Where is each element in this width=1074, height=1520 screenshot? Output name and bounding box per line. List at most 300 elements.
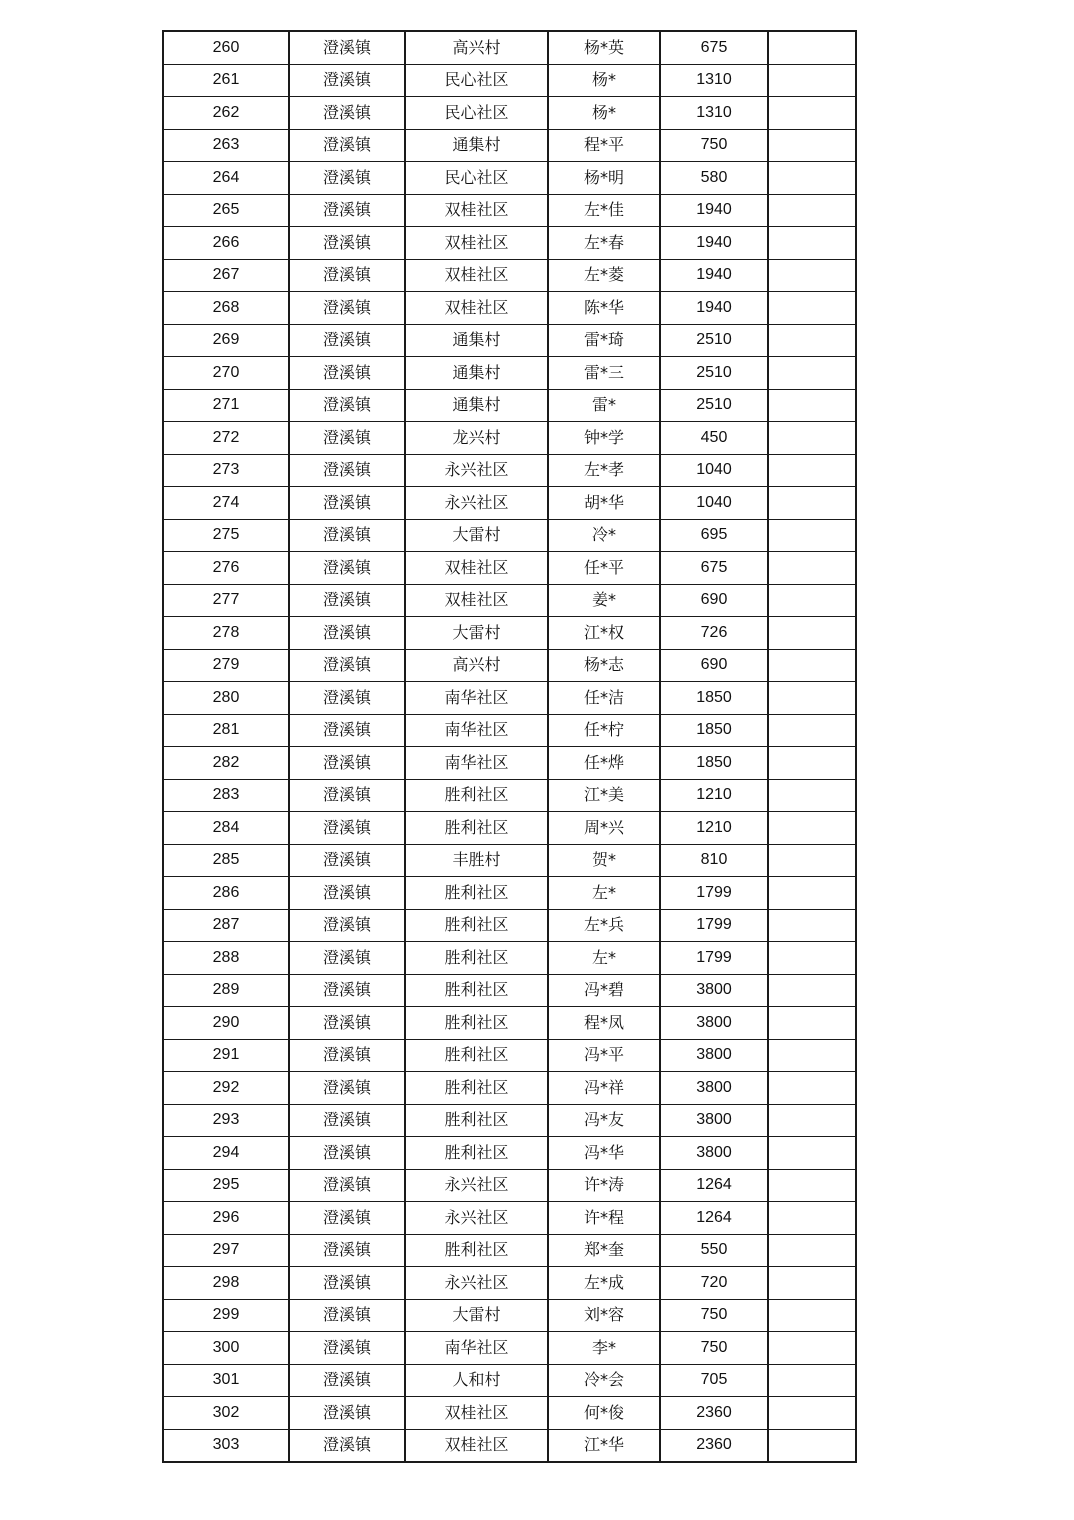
village-cell: 大雷村	[405, 617, 548, 650]
remark-cell	[768, 292, 856, 325]
village-cell: 胜利社区	[405, 1007, 548, 1040]
remark-cell	[768, 162, 856, 195]
name-cell: 左*	[548, 877, 660, 910]
name-cell: 许*涛	[548, 1169, 660, 1202]
remark-cell	[768, 1267, 856, 1300]
village-cell: 双桂社区	[405, 1429, 548, 1462]
table-row	[163, 779, 856, 812]
town-cell: 澄溪镇	[289, 1364, 405, 1397]
name-cell: 杨*志	[548, 649, 660, 682]
amount-cell: 750	[660, 129, 768, 162]
remark-cell	[768, 844, 856, 877]
town-cell: 澄溪镇	[289, 1072, 405, 1105]
amount-cell: 675	[660, 552, 768, 585]
village-cell: 双桂社区	[405, 1397, 548, 1430]
name-cell: 左*孝	[548, 454, 660, 487]
town-cell: 澄溪镇	[289, 454, 405, 487]
town-cell: 澄溪镇	[289, 97, 405, 130]
table-row	[163, 454, 856, 487]
amount-cell: 1264	[660, 1169, 768, 1202]
row-number-cell: 266	[163, 227, 289, 260]
name-cell: 刘*容	[548, 1299, 660, 1332]
table-row	[163, 324, 856, 357]
amount-cell: 726	[660, 617, 768, 650]
town-cell: 澄溪镇	[289, 1397, 405, 1430]
town-cell: 澄溪镇	[289, 487, 405, 520]
amount-cell: 1850	[660, 747, 768, 780]
table-body	[163, 31, 856, 1462]
table-row	[163, 259, 856, 292]
town-cell: 澄溪镇	[289, 389, 405, 422]
remark-cell	[768, 31, 856, 64]
table-row	[163, 97, 856, 130]
town-cell: 澄溪镇	[289, 31, 405, 64]
table-row	[163, 64, 856, 97]
amount-cell: 690	[660, 584, 768, 617]
remark-cell	[768, 1234, 856, 1267]
name-cell: 冷*会	[548, 1364, 660, 1397]
table-row	[163, 1429, 856, 1462]
row-number-cell: 303	[163, 1429, 289, 1462]
amount-cell: 750	[660, 1299, 768, 1332]
row-number-cell: 264	[163, 162, 289, 195]
table-row	[163, 617, 856, 650]
town-cell: 澄溪镇	[289, 227, 405, 260]
remark-cell	[768, 1202, 856, 1235]
row-number-cell: 301	[163, 1364, 289, 1397]
name-cell: 冯*平	[548, 1039, 660, 1072]
name-cell: 郑*奎	[548, 1234, 660, 1267]
name-cell: 左*	[548, 942, 660, 975]
row-number-cell: 271	[163, 389, 289, 422]
remark-cell	[768, 194, 856, 227]
table-row	[163, 714, 856, 747]
amount-cell: 675	[660, 31, 768, 64]
table-row	[163, 584, 856, 617]
amount-cell: 3800	[660, 1039, 768, 1072]
town-cell: 澄溪镇	[289, 162, 405, 195]
amount-cell: 450	[660, 422, 768, 455]
table-row	[163, 129, 856, 162]
row-number-cell: 295	[163, 1169, 289, 1202]
row-number-cell: 282	[163, 747, 289, 780]
town-cell: 澄溪镇	[289, 974, 405, 1007]
remark-cell	[768, 877, 856, 910]
table-row	[163, 1104, 856, 1137]
village-cell: 大雷村	[405, 1299, 548, 1332]
table-row	[163, 422, 856, 455]
name-cell: 冯*华	[548, 1137, 660, 1170]
name-cell: 冷*	[548, 519, 660, 552]
table-row	[163, 844, 856, 877]
row-number-cell: 300	[163, 1332, 289, 1365]
amount-cell: 1799	[660, 909, 768, 942]
town-cell: 澄溪镇	[289, 1299, 405, 1332]
table-row	[163, 292, 856, 325]
name-cell: 胡*华	[548, 487, 660, 520]
table-row	[163, 974, 856, 1007]
village-cell: 南华社区	[405, 1332, 548, 1365]
town-cell: 澄溪镇	[289, 747, 405, 780]
town-cell: 澄溪镇	[289, 1234, 405, 1267]
remark-cell	[768, 1364, 856, 1397]
table-row	[163, 1202, 856, 1235]
town-cell: 澄溪镇	[289, 779, 405, 812]
amount-cell: 2360	[660, 1397, 768, 1430]
village-cell: 胜利社区	[405, 1104, 548, 1137]
village-cell: 永兴社区	[405, 487, 548, 520]
village-cell: 南华社区	[405, 747, 548, 780]
table-row	[163, 1234, 856, 1267]
row-number-cell: 279	[163, 649, 289, 682]
amount-cell: 550	[660, 1234, 768, 1267]
remark-cell	[768, 1169, 856, 1202]
town-cell: 澄溪镇	[289, 714, 405, 747]
table-row	[163, 942, 856, 975]
amount-cell: 2360	[660, 1429, 768, 1462]
row-number-cell: 284	[163, 812, 289, 845]
row-number-cell: 297	[163, 1234, 289, 1267]
village-cell: 胜利社区	[405, 942, 548, 975]
name-cell: 左*兵	[548, 909, 660, 942]
town-cell: 澄溪镇	[289, 584, 405, 617]
name-cell: 任*平	[548, 552, 660, 585]
row-number-cell: 273	[163, 454, 289, 487]
remark-cell	[768, 1397, 856, 1430]
amount-cell: 3800	[660, 1072, 768, 1105]
remark-cell	[768, 584, 856, 617]
town-cell: 澄溪镇	[289, 64, 405, 97]
town-cell: 澄溪镇	[289, 1267, 405, 1300]
village-cell: 南华社区	[405, 714, 548, 747]
amount-cell: 3800	[660, 1007, 768, 1040]
name-cell: 冯*友	[548, 1104, 660, 1137]
remark-cell	[768, 259, 856, 292]
amount-cell: 1040	[660, 487, 768, 520]
town-cell: 澄溪镇	[289, 1104, 405, 1137]
row-number-cell: 260	[163, 31, 289, 64]
row-number-cell: 270	[163, 357, 289, 390]
row-number-cell: 281	[163, 714, 289, 747]
name-cell: 陈*华	[548, 292, 660, 325]
name-cell: 李*	[548, 1332, 660, 1365]
table-row	[163, 194, 856, 227]
remark-cell	[768, 324, 856, 357]
remark-cell	[768, 617, 856, 650]
village-cell: 双桂社区	[405, 227, 548, 260]
amount-cell: 1799	[660, 942, 768, 975]
table-row	[163, 31, 856, 64]
amount-cell: 2510	[660, 389, 768, 422]
amount-cell: 1310	[660, 97, 768, 130]
village-cell: 双桂社区	[405, 552, 548, 585]
table-row	[163, 1299, 856, 1332]
village-cell: 胜利社区	[405, 909, 548, 942]
village-cell: 胜利社区	[405, 1234, 548, 1267]
remark-cell	[768, 1137, 856, 1170]
row-number-cell: 269	[163, 324, 289, 357]
row-number-cell: 278	[163, 617, 289, 650]
village-cell: 永兴社区	[405, 1267, 548, 1300]
name-cell: 程*凤	[548, 1007, 660, 1040]
remark-cell	[768, 1104, 856, 1137]
amount-cell: 1850	[660, 714, 768, 747]
remark-cell	[768, 1332, 856, 1365]
town-cell: 澄溪镇	[289, 942, 405, 975]
row-number-cell: 274	[163, 487, 289, 520]
amount-cell: 1310	[660, 64, 768, 97]
row-number-cell: 302	[163, 1397, 289, 1430]
town-cell: 澄溪镇	[289, 844, 405, 877]
row-number-cell: 275	[163, 519, 289, 552]
row-number-cell: 291	[163, 1039, 289, 1072]
name-cell: 冯*碧	[548, 974, 660, 1007]
table-row	[163, 877, 856, 910]
village-cell: 龙兴村	[405, 422, 548, 455]
amount-cell: 3800	[660, 974, 768, 1007]
row-number-cell: 277	[163, 584, 289, 617]
town-cell: 澄溪镇	[289, 877, 405, 910]
name-cell: 周*兴	[548, 812, 660, 845]
name-cell: 杨*	[548, 64, 660, 97]
table-row	[163, 1169, 856, 1202]
village-cell: 丰胜村	[405, 844, 548, 877]
town-cell: 澄溪镇	[289, 1039, 405, 1072]
remark-cell	[768, 649, 856, 682]
village-cell: 通集村	[405, 129, 548, 162]
village-cell: 双桂社区	[405, 584, 548, 617]
name-cell: 钟*学	[548, 422, 660, 455]
row-number-cell: 287	[163, 909, 289, 942]
amount-cell: 3800	[660, 1104, 768, 1137]
village-cell: 民心社区	[405, 64, 548, 97]
remark-cell	[768, 909, 856, 942]
town-cell: 澄溪镇	[289, 259, 405, 292]
table-row	[163, 519, 856, 552]
remark-cell	[768, 422, 856, 455]
town-cell: 澄溪镇	[289, 129, 405, 162]
town-cell: 澄溪镇	[289, 1202, 405, 1235]
remark-cell	[768, 1299, 856, 1332]
town-cell: 澄溪镇	[289, 682, 405, 715]
village-cell: 民心社区	[405, 162, 548, 195]
amount-cell: 1210	[660, 779, 768, 812]
amount-cell: 1940	[660, 292, 768, 325]
row-number-cell: 262	[163, 97, 289, 130]
town-cell: 澄溪镇	[289, 909, 405, 942]
amount-cell: 1264	[660, 1202, 768, 1235]
village-cell: 胜利社区	[405, 1137, 548, 1170]
remark-cell	[768, 1429, 856, 1462]
village-cell: 通集村	[405, 324, 548, 357]
name-cell: 杨*英	[548, 31, 660, 64]
village-cell: 胜利社区	[405, 812, 548, 845]
village-cell: 永兴社区	[405, 1169, 548, 1202]
row-number-cell: 276	[163, 552, 289, 585]
village-cell: 民心社区	[405, 97, 548, 130]
town-cell: 澄溪镇	[289, 519, 405, 552]
amount-cell: 1940	[660, 259, 768, 292]
amount-cell: 810	[660, 844, 768, 877]
row-number-cell: 272	[163, 422, 289, 455]
village-cell: 永兴社区	[405, 454, 548, 487]
name-cell: 杨*	[548, 97, 660, 130]
village-cell: 人和村	[405, 1364, 548, 1397]
amount-cell: 2510	[660, 324, 768, 357]
table-row	[163, 1137, 856, 1170]
village-cell: 胜利社区	[405, 974, 548, 1007]
remark-cell	[768, 812, 856, 845]
name-cell: 何*俊	[548, 1397, 660, 1430]
row-number-cell: 263	[163, 129, 289, 162]
remark-cell	[768, 682, 856, 715]
amount-cell: 1940	[660, 194, 768, 227]
remark-cell	[768, 97, 856, 130]
table-row	[163, 1267, 856, 1300]
row-number-cell: 283	[163, 779, 289, 812]
row-number-cell: 290	[163, 1007, 289, 1040]
beneficiary-table	[162, 30, 857, 1463]
amount-cell: 580	[660, 162, 768, 195]
town-cell: 澄溪镇	[289, 649, 405, 682]
table-row	[163, 909, 856, 942]
row-number-cell: 280	[163, 682, 289, 715]
name-cell: 左*成	[548, 1267, 660, 1300]
table-row	[163, 1397, 856, 1430]
village-cell: 高兴村	[405, 31, 548, 64]
town-cell: 澄溪镇	[289, 552, 405, 585]
remark-cell	[768, 1007, 856, 1040]
village-cell: 双桂社区	[405, 194, 548, 227]
name-cell: 冯*祥	[548, 1072, 660, 1105]
remark-cell	[768, 129, 856, 162]
name-cell: 雷*琦	[548, 324, 660, 357]
village-cell: 双桂社区	[405, 259, 548, 292]
remark-cell	[768, 487, 856, 520]
table-row	[163, 227, 856, 260]
town-cell: 澄溪镇	[289, 292, 405, 325]
town-cell: 澄溪镇	[289, 1429, 405, 1462]
remark-cell	[768, 519, 856, 552]
table-row	[163, 552, 856, 585]
table-row	[163, 1364, 856, 1397]
town-cell: 澄溪镇	[289, 1137, 405, 1170]
remark-cell	[768, 389, 856, 422]
row-number-cell: 296	[163, 1202, 289, 1235]
row-number-cell: 288	[163, 942, 289, 975]
row-number-cell: 299	[163, 1299, 289, 1332]
amount-cell: 720	[660, 1267, 768, 1300]
row-number-cell: 261	[163, 64, 289, 97]
table-row	[163, 812, 856, 845]
row-number-cell: 268	[163, 292, 289, 325]
name-cell: 江*权	[548, 617, 660, 650]
amount-cell: 1850	[660, 682, 768, 715]
remark-cell	[768, 1039, 856, 1072]
amount-cell: 1799	[660, 877, 768, 910]
remark-cell	[768, 779, 856, 812]
remark-cell	[768, 942, 856, 975]
remark-cell	[768, 227, 856, 260]
remark-cell	[768, 64, 856, 97]
village-cell: 双桂社区	[405, 292, 548, 325]
name-cell: 任*烨	[548, 747, 660, 780]
amount-cell: 705	[660, 1364, 768, 1397]
village-cell: 通集村	[405, 357, 548, 390]
name-cell: 江*华	[548, 1429, 660, 1462]
name-cell: 雷*三	[548, 357, 660, 390]
table-row	[163, 487, 856, 520]
village-cell: 通集村	[405, 389, 548, 422]
amount-cell: 2510	[660, 357, 768, 390]
town-cell: 澄溪镇	[289, 617, 405, 650]
village-cell: 大雷村	[405, 519, 548, 552]
remark-cell	[768, 357, 856, 390]
remark-cell	[768, 454, 856, 487]
remark-cell	[768, 714, 856, 747]
amount-cell: 750	[660, 1332, 768, 1365]
town-cell: 澄溪镇	[289, 357, 405, 390]
amount-cell: 1040	[660, 454, 768, 487]
remark-cell	[768, 552, 856, 585]
row-number-cell: 293	[163, 1104, 289, 1137]
name-cell: 左*佳	[548, 194, 660, 227]
town-cell: 澄溪镇	[289, 812, 405, 845]
table-row	[163, 1072, 856, 1105]
table-row	[163, 682, 856, 715]
name-cell: 姜*	[548, 584, 660, 617]
row-number-cell: 292	[163, 1072, 289, 1105]
village-cell: 胜利社区	[405, 1039, 548, 1072]
village-cell: 高兴村	[405, 649, 548, 682]
name-cell: 程*平	[548, 129, 660, 162]
table-row	[163, 747, 856, 780]
name-cell: 左*菱	[548, 259, 660, 292]
table-row	[163, 1039, 856, 1072]
table-row	[163, 162, 856, 195]
village-cell: 胜利社区	[405, 1072, 548, 1105]
row-number-cell: 267	[163, 259, 289, 292]
village-cell: 南华社区	[405, 682, 548, 715]
table-row	[163, 1007, 856, 1040]
remark-cell	[768, 1072, 856, 1105]
town-cell: 澄溪镇	[289, 1332, 405, 1365]
name-cell: 雷*	[548, 389, 660, 422]
table-row	[163, 389, 856, 422]
name-cell: 任*柠	[548, 714, 660, 747]
town-cell: 澄溪镇	[289, 324, 405, 357]
town-cell: 澄溪镇	[289, 194, 405, 227]
village-cell: 胜利社区	[405, 877, 548, 910]
amount-cell: 690	[660, 649, 768, 682]
row-number-cell: 286	[163, 877, 289, 910]
town-cell: 澄溪镇	[289, 422, 405, 455]
amount-cell: 1940	[660, 227, 768, 260]
town-cell: 澄溪镇	[289, 1169, 405, 1202]
name-cell: 左*春	[548, 227, 660, 260]
name-cell: 许*程	[548, 1202, 660, 1235]
row-number-cell: 294	[163, 1137, 289, 1170]
row-number-cell: 289	[163, 974, 289, 1007]
amount-cell: 695	[660, 519, 768, 552]
amount-cell: 1210	[660, 812, 768, 845]
village-cell: 胜利社区	[405, 779, 548, 812]
table-row	[163, 649, 856, 682]
row-number-cell: 265	[163, 194, 289, 227]
remark-cell	[768, 974, 856, 1007]
name-cell: 任*洁	[548, 682, 660, 715]
row-number-cell: 285	[163, 844, 289, 877]
